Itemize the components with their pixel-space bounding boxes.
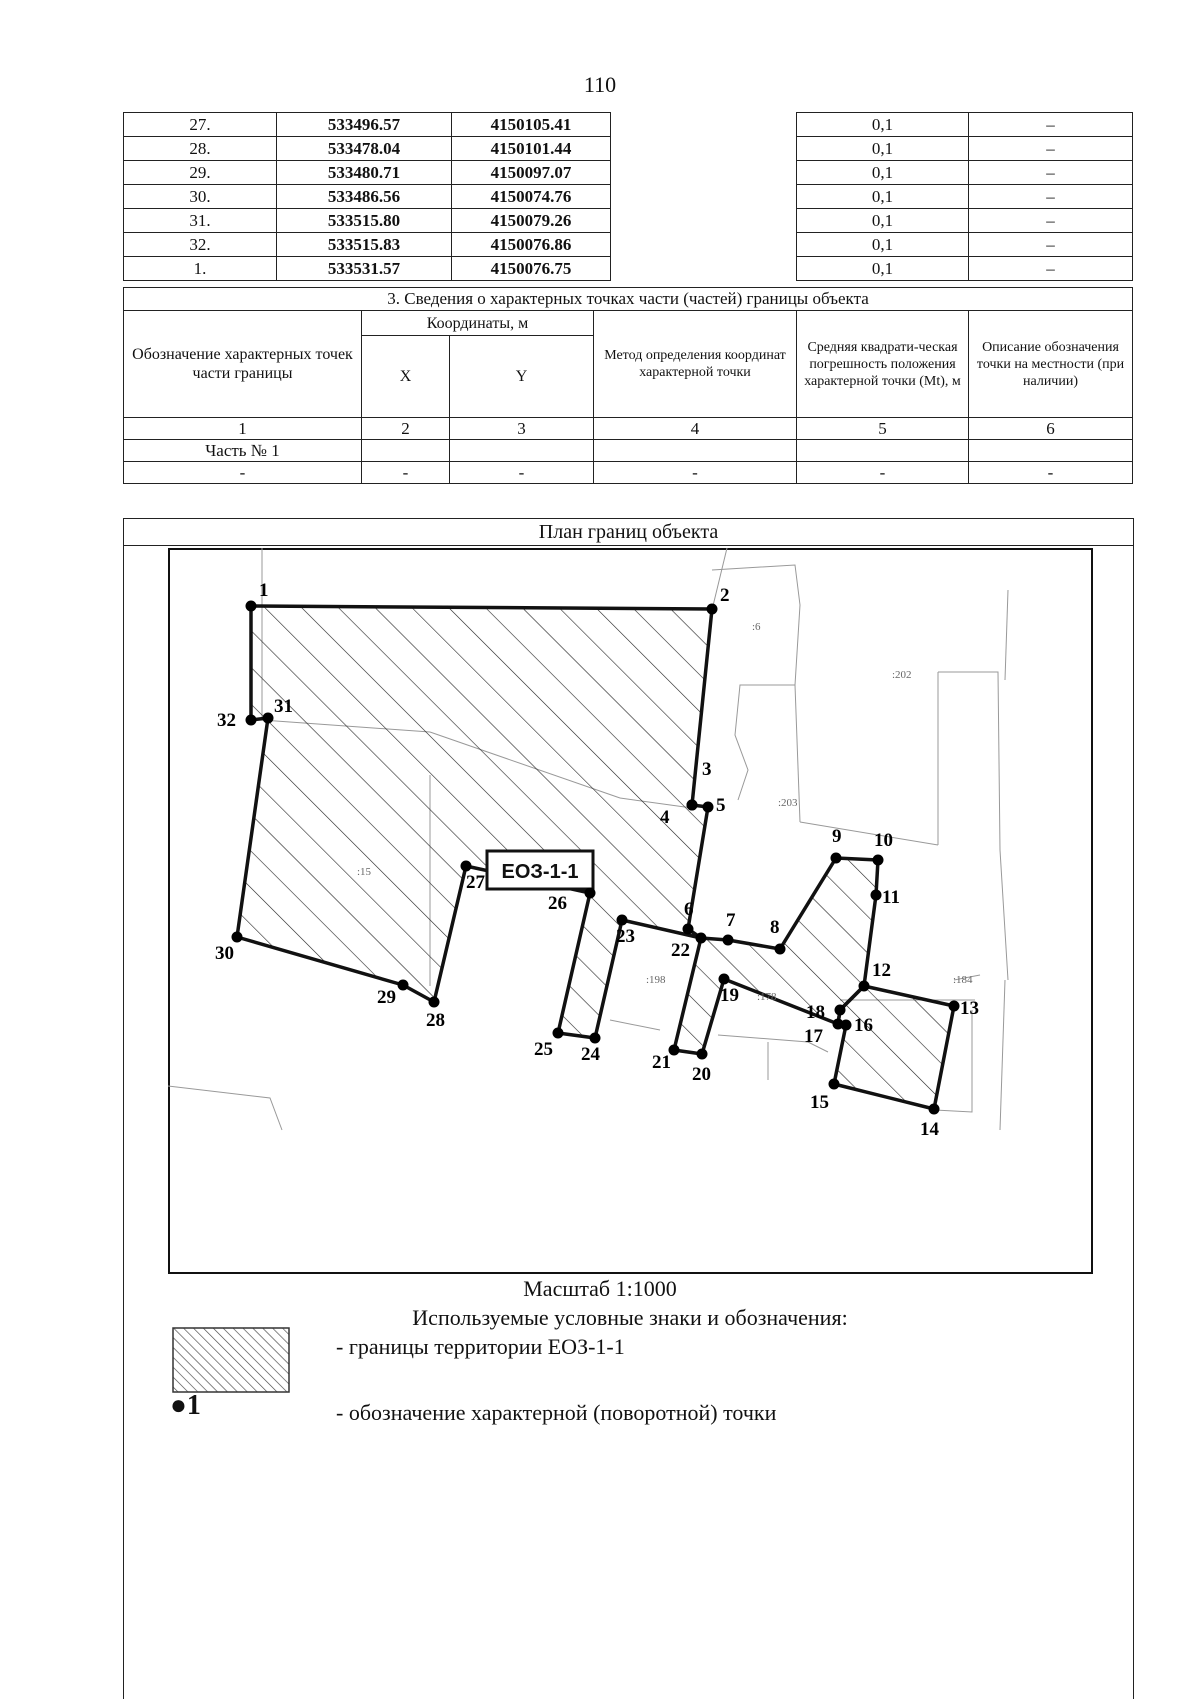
coord-row [124, 257, 1133, 281]
turning-point-marker [929, 1104, 940, 1115]
turning-point-label: 18 [806, 1002, 825, 1023]
turning-point-label: 2 [720, 585, 730, 606]
parcel-label: :6 [752, 621, 761, 633]
turning-point-label: 23 [616, 926, 635, 947]
section-title: 3. Сведения о характерных точках части (частей) границы объекта [124, 288, 1133, 311]
turning-point-label: 31 [274, 696, 293, 717]
blank-cell [611, 113, 797, 137]
turning-point-marker [871, 890, 882, 901]
turning-point-label: 15 [810, 1092, 829, 1113]
turning-point-label: 1 [259, 580, 269, 601]
turning-point-label: 11 [882, 887, 900, 908]
parcel-label: :15 [357, 866, 372, 878]
parcel-label: :202 [892, 669, 912, 681]
point-number-cell: 32. [124, 233, 277, 257]
y-coord-cell: 4150076.75 [452, 257, 611, 281]
y-coord-cell: 4150097.07 [452, 161, 611, 185]
turning-point-marker [398, 980, 409, 991]
error-cell: 0,1 [797, 113, 969, 137]
error-cell: 0,1 [797, 137, 969, 161]
point-number-cell: 1. [124, 257, 277, 281]
blank-cell [611, 257, 797, 281]
dash-cell: - [362, 462, 450, 484]
turning-point-marker [617, 915, 628, 926]
blank-cell [611, 161, 797, 185]
index-cell: 3 [450, 418, 594, 440]
turning-point-marker [723, 935, 734, 946]
coord-row [124, 209, 1133, 233]
part-boundary-table [123, 287, 1133, 484]
description-cell: – [969, 257, 1133, 281]
turning-point-label: 7 [726, 910, 736, 931]
turning-point-marker [585, 888, 596, 899]
index-cell: 1 [124, 418, 362, 440]
turning-point-label: 6 [684, 899, 694, 920]
turning-point-marker [829, 1079, 840, 1090]
turning-point-marker [461, 861, 472, 872]
blank-cell [611, 185, 797, 209]
col-designation-header: Обозначение характерных точек части границы [124, 311, 362, 418]
point-number-cell: 31. [124, 209, 277, 233]
turning-point-label: 22 [671, 940, 690, 961]
part-label: Часть № 1 [124, 440, 362, 462]
turning-point-label: 25 [534, 1039, 553, 1060]
col-y-header: Y [450, 336, 594, 418]
turning-point-marker [590, 1033, 601, 1044]
y-coord-cell: 4150074.76 [452, 185, 611, 209]
coord-row [124, 113, 1133, 137]
y-coord-cell: 4150105.41 [452, 113, 611, 137]
turning-point-marker [687, 800, 698, 811]
turning-point-label: 12 [872, 960, 891, 981]
x-coord-cell: 533480.71 [277, 161, 452, 185]
plan-title: План границ объекта [124, 519, 1133, 546]
turning-point-label: 17 [804, 1026, 823, 1047]
description-cell: – [969, 113, 1133, 137]
turning-point-marker [429, 997, 440, 1008]
page-number: 110 [583, 72, 617, 97]
parcel-label: :198 [646, 974, 666, 986]
col-method-header: Метод определения координат характерной точки [594, 311, 797, 418]
turning-point-marker [835, 1005, 846, 1016]
description-cell: – [969, 185, 1133, 209]
turning-point-marker [719, 974, 730, 985]
turning-point-marker [232, 932, 243, 943]
parcel-label: :184 [953, 974, 973, 986]
turning-point-marker [859, 981, 870, 992]
legend-hatch-swatch [172, 1327, 290, 1393]
zone-label-box [487, 851, 593, 889]
error-cell: 0,1 [797, 233, 969, 257]
description-cell: – [969, 161, 1133, 185]
turning-point-label: 5 [716, 795, 726, 816]
turning-point-marker [697, 1049, 708, 1060]
x-coord-cell: 533515.83 [277, 233, 452, 257]
turning-point-label: 20 [692, 1064, 711, 1085]
turning-point-label: 8 [770, 917, 780, 938]
y-coord-cell: 4150079.26 [452, 209, 611, 233]
index-cell: 4 [594, 418, 797, 440]
turning-point-marker [833, 1019, 844, 1030]
y-coord-cell: 4150076.86 [452, 233, 611, 257]
turning-point-label: 29 [377, 987, 396, 1008]
point-number-cell: 28. [124, 137, 277, 161]
coord-row [124, 137, 1133, 161]
zone-label: ЕОЗ-1-1 [501, 861, 579, 883]
turning-point-marker [696, 933, 707, 944]
turning-point-label: 16 [854, 1015, 873, 1036]
description-cell: – [969, 137, 1133, 161]
turning-point-label: 27 [466, 872, 485, 893]
turning-point-label: 26 [548, 893, 567, 914]
turning-point-label: 21 [652, 1052, 671, 1073]
dash-cell: - [797, 462, 969, 484]
blank-cell [611, 209, 797, 233]
scale-text: Масштаб 1:1000 [523, 1276, 677, 1301]
boundary-plan-map [168, 548, 1093, 1274]
turning-point-label: 24 [581, 1044, 600, 1065]
legend-point-text: - обозначение характерной (поворотной) точки [336, 1400, 777, 1425]
error-cell: 0,1 [797, 185, 969, 209]
turning-point-marker [246, 601, 257, 612]
x-coord-cell: 533478.04 [277, 137, 452, 161]
col-error-header: Средняя квадрати-ческая погрешность положения характерной точки (Mt), м [797, 311, 969, 418]
error-cell: 0,1 [797, 161, 969, 185]
parcel-label: :203 [778, 797, 798, 809]
turning-point-marker [707, 604, 718, 615]
x-coord-cell: 533496.57 [277, 113, 452, 137]
turning-point-label: 13 [960, 998, 979, 1019]
point-number-cell: 30. [124, 185, 277, 209]
dash-cell: - [450, 462, 594, 484]
error-cell: 0,1 [797, 257, 969, 281]
turning-point-marker [246, 715, 257, 726]
index-cell: 5 [797, 418, 969, 440]
legend-hatch-text: - границы территории ЕОЗ-1-1 [336, 1334, 625, 1359]
description-cell: – [969, 209, 1133, 233]
turning-point-marker [703, 802, 714, 813]
turning-point-label: 32 [217, 710, 236, 731]
turning-point-marker [553, 1028, 564, 1039]
description-cell: – [969, 233, 1133, 257]
col-description-header: Описание обозначения точки на местности (при наличии) [969, 311, 1133, 418]
turning-point-label: 30 [215, 943, 234, 964]
turning-point-label: 9 [832, 826, 842, 847]
point-number-cell: 29. [124, 161, 277, 185]
coord-row [124, 233, 1133, 257]
col-x-header: X [362, 336, 450, 418]
dash-cell: - [594, 462, 797, 484]
turning-point-marker [873, 855, 884, 866]
x-coord-cell: 533515.80 [277, 209, 452, 233]
dash-cell: - [969, 462, 1133, 484]
legend-title: Используемые условные знаки и обозначения: [412, 1305, 848, 1330]
point-number-cell: 27. [124, 113, 277, 137]
legend-point-symbol: ●1 [170, 1390, 201, 1421]
turning-point-label: 28 [426, 1010, 445, 1031]
x-coord-cell: 533531.57 [277, 257, 452, 281]
turning-point-label: 14 [920, 1119, 939, 1140]
coord-row [124, 161, 1133, 185]
turning-point-marker [263, 713, 274, 724]
x-coord-cell: 533486.56 [277, 185, 452, 209]
turning-point-marker [831, 853, 842, 864]
y-coord-cell: 4150101.44 [452, 137, 611, 161]
turning-point-label: 19 [720, 985, 739, 1006]
turning-point-label: 3 [702, 759, 712, 780]
blank-cell [611, 233, 797, 257]
col-coords-header: Координаты, м [362, 311, 594, 336]
turning-point-marker [949, 1001, 960, 1012]
error-cell: 0,1 [797, 209, 969, 233]
coordinates-table [123, 112, 1133, 281]
blank-cell [611, 137, 797, 161]
index-cell: 6 [969, 418, 1133, 440]
turning-point-label: 4 [660, 807, 670, 828]
coord-row [124, 185, 1133, 209]
dash-cell: - [124, 462, 362, 484]
parcel-label: :178 [757, 991, 777, 1003]
turning-point-marker [775, 944, 786, 955]
turning-point-marker [683, 924, 694, 935]
turning-point-label: 10 [874, 830, 893, 851]
index-cell: 2 [362, 418, 450, 440]
